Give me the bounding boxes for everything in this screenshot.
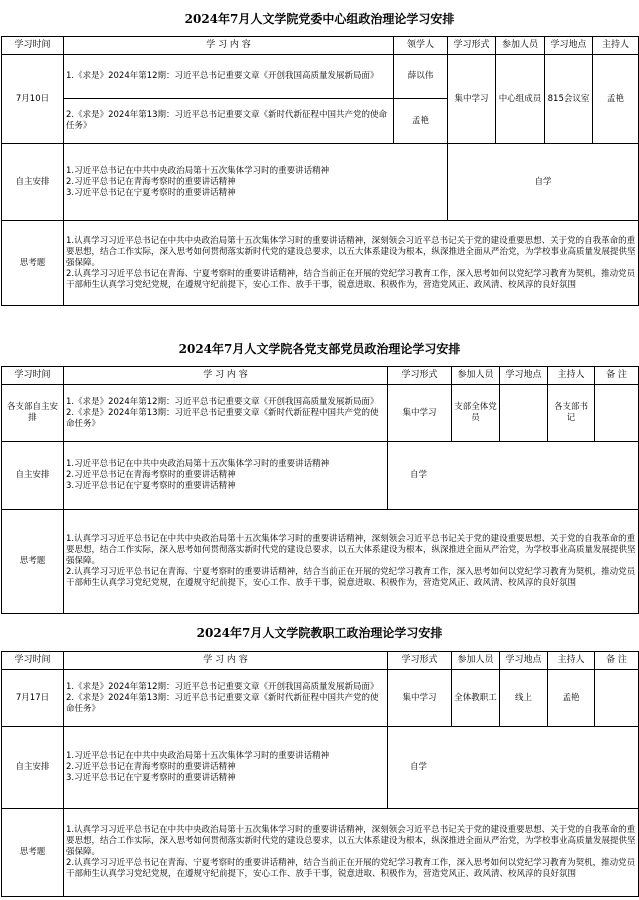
header-cell: 学 习 内 容: [64, 367, 388, 385]
list-item: 2.习近平总书记在青海考察时的重要讲话精神: [66, 176, 236, 187]
participants-cell: 中心组成员: [496, 55, 545, 144]
header-cell: 备 注: [595, 367, 639, 385]
location-cell: 815会议室: [545, 55, 593, 144]
table-header-row: [2, 367, 639, 385]
section-2-title: 2024年7月人文学院各党支部党员政治理论学习安排: [178, 342, 461, 356]
table-row: [2, 55, 639, 99]
header-cell: 学习地点: [500, 367, 548, 385]
header-cell: 学 习 内 容: [64, 37, 394, 55]
list-item: 1.《求是》2024年第12期：习近平总书记重要文章《开创我国高质量发展新局面》: [66, 396, 379, 407]
header-cell: 学习形式: [448, 37, 496, 55]
list-item: 2.《求是》2024年第13期：习近平总书记重要文章《新时代新征程中国共产党的使命任务》: [66, 407, 379, 429]
list-item: 3.习近平总书记在宁夏考察时的重要讲话精神: [66, 481, 236, 491]
note-cell: [595, 670, 639, 727]
table-header-row: [2, 652, 639, 670]
form-cell: 自学: [388, 727, 639, 809]
content-cell: 1.《求是》2024年第12期：习近平总书记重要文章《开创我国高质量发展新局面》: [64, 55, 394, 99]
host-cell: 各支部书记: [548, 385, 595, 442]
section-3-title: 2024年7月人文学院教职工政治理论学习安排: [196, 626, 443, 640]
section-1-table: [1, 36, 639, 306]
section-1-title: 2024年7月人文学院党委中心组政治理论学习安排: [184, 12, 455, 26]
list-item: 3.习近平总书记在宁夏考察时的重要讲话精神: [66, 187, 236, 198]
header-cell: 学习形式: [388, 367, 452, 385]
location-cell: [500, 385, 548, 442]
form-cell: 集中学习: [448, 55, 496, 144]
table-row: [2, 670, 639, 727]
note-cell: [595, 385, 639, 442]
header-cell: 参加人员: [452, 367, 500, 385]
table-row: [2, 727, 639, 809]
study-time-cell: 7月10日: [2, 55, 64, 144]
questions-cell: [64, 809, 639, 897]
host-cell: 孟艳: [593, 55, 639, 144]
list-item: 2.习近平总书记在青海考察时的重要讲话精神: [66, 470, 236, 480]
form-cell: 集中学习: [388, 385, 452, 442]
content-cell: [64, 144, 448, 221]
header-cell: 学习地点: [545, 37, 593, 55]
list-item: 2.认真学习习近平总书记在青海、宁夏考察时的重要讲话精神，结合当前正在开展的党纪学习教育工作，深入思考如何以党纪学习教育为契机，推动党员干部师生认真学习党纪党规，在遵规守纪前提下，安心工作、放手干事，锐意进取、积极作为，营造党风正、政风清、校风淳的良好氛围: [66, 268, 636, 290]
list-item: 2.习近平总书记在青海考察时的重要讲话精神: [66, 762, 236, 772]
leader-cell: 薛以伟: [394, 55, 448, 99]
header-cell: 备 注: [595, 652, 639, 670]
header-cell: 学习时间: [2, 367, 64, 385]
questions-cell: [64, 221, 639, 306]
header-cell: 主持人: [548, 367, 595, 385]
list-item: 2.认真学习习近平总书记在青海、宁夏考察时的重要讲话精神，结合当前正在开展的党纪学习教育工作，深入思考如何以党纪学习教育为契机，推动党员干部师生认真学习党纪党规，在遵规守纪前提下，安心工作、放手干事，锐意进取、积极作为，营造党风正、政风清、校风淳的良好氛围: [66, 858, 636, 879]
header-cell: 参加人员: [452, 652, 500, 670]
list-item: 2.认真学习习近平总书记在青海、宁夏考察时的重要讲话精神，结合当前正在开展的党纪学习教育工作，深入思考如何以党纪学习教育为契机，推动党员干部师生认真学习党纪党规，在遵规守纪前提下，安心工作、放手干事，锐意进取、积极作为，营造党风正、政风清、校风淳的良好氛围: [66, 567, 636, 588]
study-time-cell: 自主安排: [2, 442, 64, 510]
host-cell: 孟艳: [548, 670, 595, 727]
table-row: [2, 442, 639, 510]
location-cell: 线上: [500, 670, 548, 727]
content-cell: [64, 670, 388, 727]
study-time-cell: 自主安排: [2, 727, 64, 809]
header-cell: 学习形式: [388, 652, 452, 670]
header-cell: 参加人员: [496, 37, 545, 55]
study-time-cell: 自主安排: [2, 144, 64, 221]
list-item: 1.认真学习习近平总书记在中共中央政治局第十五次集体学习时的重要讲话精神，深刻领会习近平总书记关于党的建设重要思想、关于党的自我革命的重要思想，结合工作实际，深入思考如何贯彻落实新时代党的建设总要求，以五大体系建设为根本，纵深推进全面从严治党，为学校事业高质量发展提供坚强保障。: [66, 235, 636, 268]
list-item: 1.《求是》2024年第12期：习近平总书记重要文章《开创我国高质量发展新局面》: [66, 681, 379, 692]
table-row: [2, 385, 639, 442]
questions-label-cell: 思考题: [2, 510, 64, 614]
list-item: 1.习近平总书记在中共中央政治局第十五次集体学习时的重要讲话精神: [66, 459, 330, 469]
study-time-cell: 各支部自主安排: [2, 385, 64, 442]
list-item: 1.认真学习习近平总书记在中共中央政治局第十五次集体学习时的重要讲话精神，深刻领会习近平总书记关于党的建设重要思想、关于党的自我革命的重要思想，结合工作实际，深入思考如何贯彻落实新时代党的建设总要求，以五大体系建设为根本，纵深推进全面从严治党，为学校事业高质量发展提供坚强保障。: [66, 534, 636, 566]
participants-cell: 支部全体党员: [452, 385, 500, 442]
questions-label-cell: 思考题: [2, 221, 64, 306]
table-row: [2, 221, 639, 306]
study-time-cell: 7月17日: [2, 670, 64, 727]
form-cell: 集中学习: [388, 670, 452, 727]
header-cell: 学 习 内 容: [64, 652, 388, 670]
header-cell: 学习时间: [2, 37, 64, 55]
questions-cell: [64, 510, 639, 614]
content-cell: [64, 727, 388, 809]
table-row: [2, 144, 639, 221]
list-item: 2.《求是》2024年第13期：习近平总书记重要文章《新时代新征程中国共产党的使命任务》: [66, 692, 379, 714]
header-cell: 学习地点: [500, 652, 548, 670]
content-cell: [64, 442, 388, 510]
list-item: 1.认真学习习近平总书记在中共中央政治局第十五次集体学习时的重要讲话精神，深刻领会习近平总书记关于党的建设重要思想、关于党的自我革命的重要思想，结合工作实际，深入思考如何贯彻落实新时代党的建设总要求，以五大体系建设为根本，纵深推进全面从严治党，为学校事业高质量发展提供坚强保障。: [66, 825, 636, 857]
section-3-table: [1, 651, 639, 897]
content-cell: [64, 385, 388, 442]
header-cell: 主持人: [593, 37, 639, 55]
list-item: 1.习近平总书记在中共中央政治局第十五次集体学习时的重要讲话精神: [66, 165, 330, 176]
header-cell: 主持人: [548, 652, 595, 670]
list-item: 1.习近平总书记在中共中央政治局第十五次集体学习时的重要讲话精神: [66, 751, 330, 761]
table-header-row: [2, 37, 639, 55]
list-item: 3.习近平总书记在宁夏考察时的重要讲话精神: [66, 773, 236, 783]
header-cell: 学习时间: [2, 652, 64, 670]
form-cell: 自学: [388, 442, 639, 510]
table-row: [2, 510, 639, 614]
leader-cell: 孟艳: [394, 99, 448, 144]
questions-label-cell: 思考题: [2, 809, 64, 897]
participants-cell: 全体教职工: [452, 670, 500, 727]
form-cell: 自学: [448, 144, 639, 221]
content-cell: 2.《求是》2024年第13期：习近平总书记重要文章《新时代新征程中国共产党的使命任务》: [64, 99, 394, 144]
section-2-table: [1, 366, 639, 614]
table-row: [2, 809, 639, 897]
header-cell: 领学人: [394, 37, 448, 55]
